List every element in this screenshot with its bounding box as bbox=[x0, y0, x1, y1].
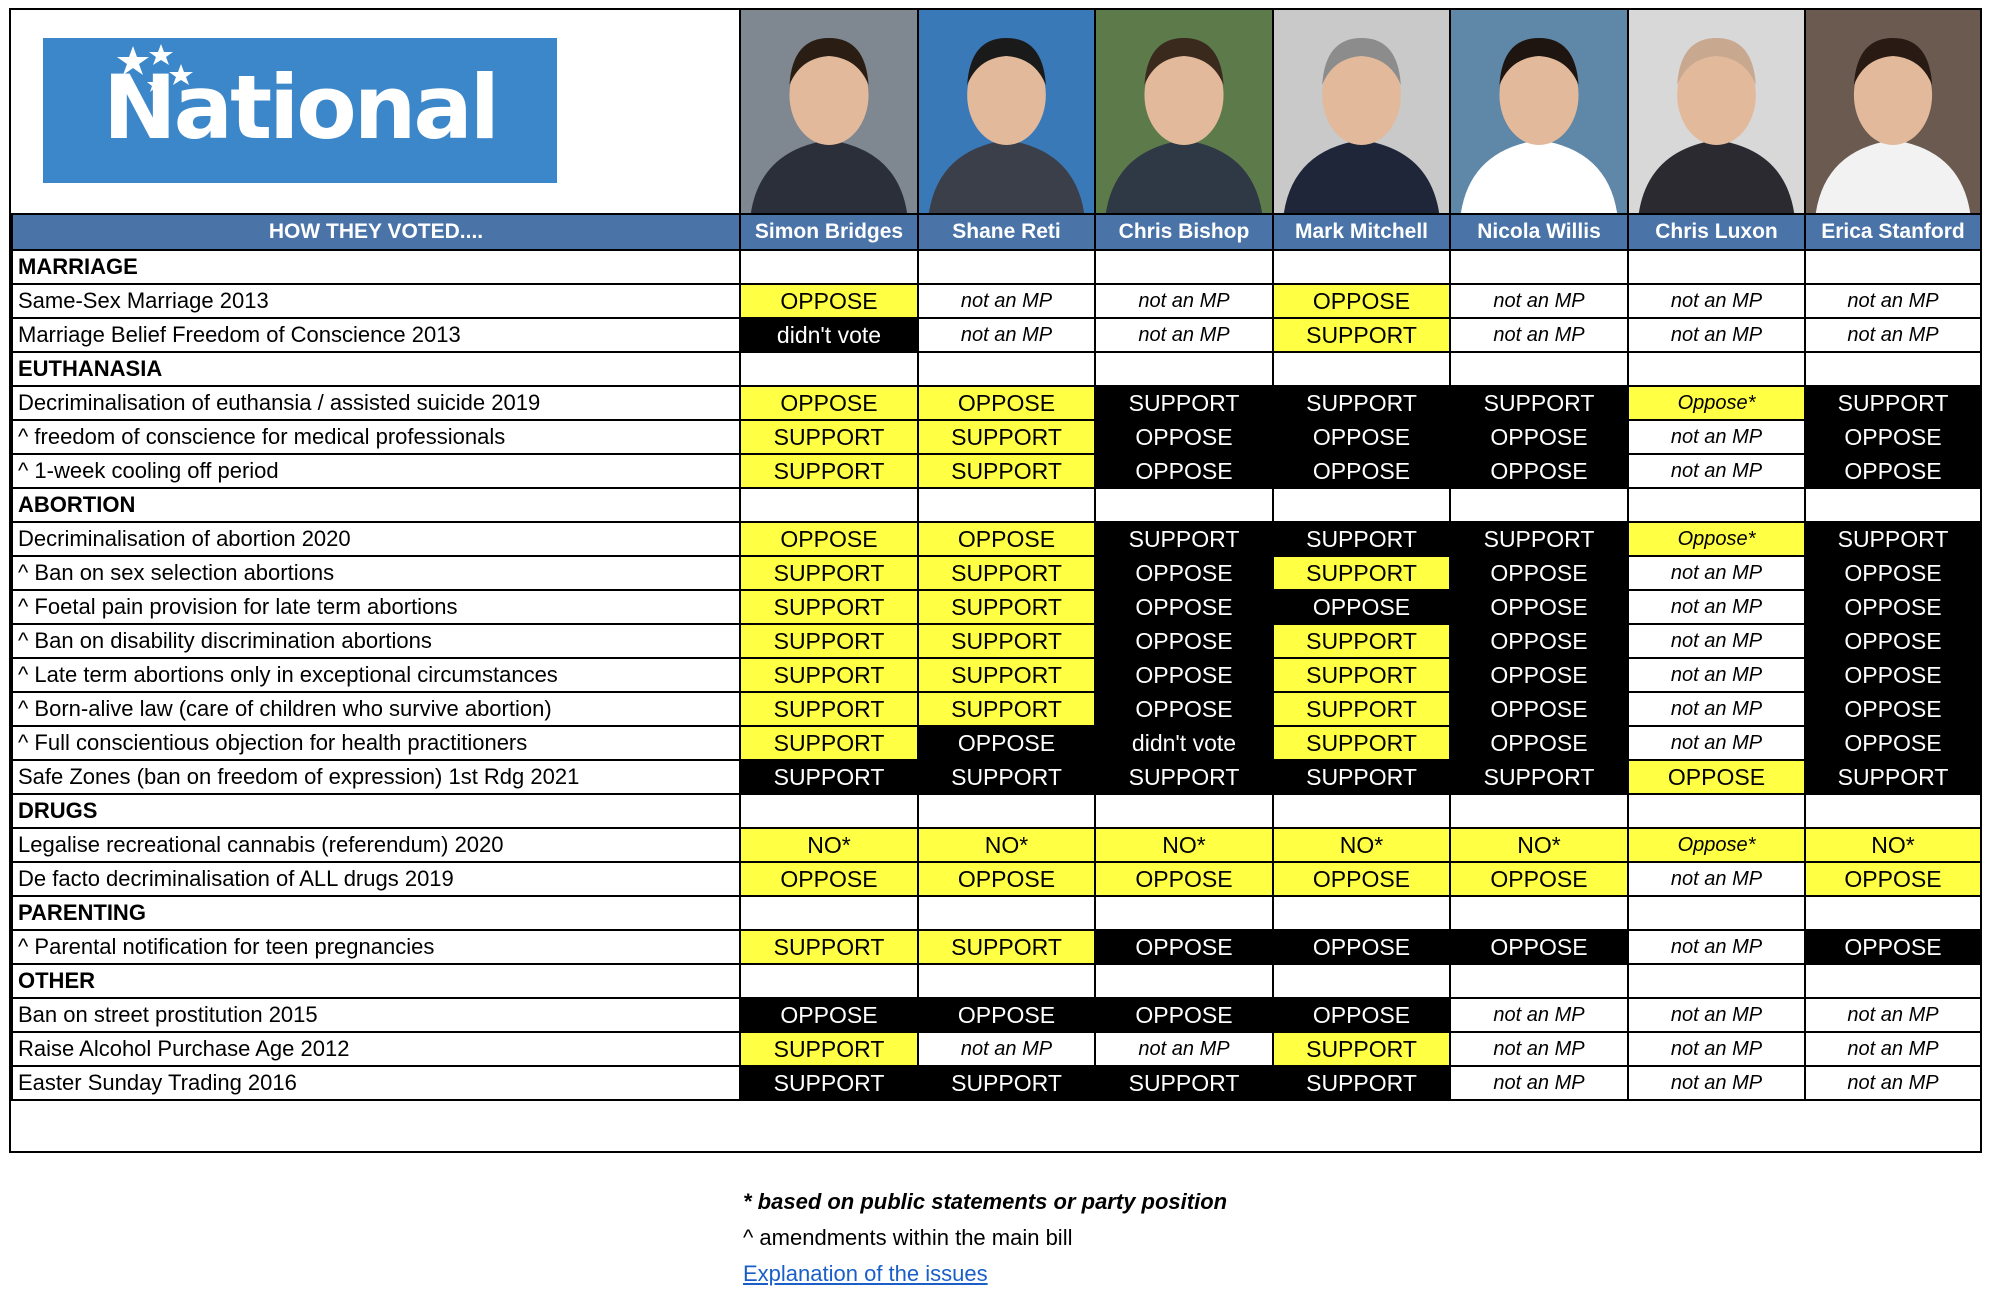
vote-cell: not an MP bbox=[1628, 726, 1805, 760]
vote-cell: SUPPORT bbox=[740, 726, 918, 760]
issue-label: ^ Foetal pain provision for late term abortions bbox=[12, 590, 740, 624]
vote-cell: didn't vote bbox=[740, 318, 918, 352]
empty-cell bbox=[740, 488, 918, 522]
table-row bbox=[12, 1066, 1981, 1100]
vote-cell: OPPOSE bbox=[1273, 420, 1450, 454]
vote-cell: OPPOSE bbox=[1095, 930, 1273, 964]
vote-cell: not an MP bbox=[1628, 556, 1805, 590]
vote-cell: SUPPORT bbox=[740, 624, 918, 658]
vote-cell: not an MP bbox=[1628, 420, 1805, 454]
vote-cell: not an MP bbox=[1628, 692, 1805, 726]
vote-cell: OPPOSE bbox=[1273, 862, 1450, 896]
candidate-photo-3 bbox=[1272, 10, 1449, 213]
candidate-photo-5 bbox=[1627, 10, 1804, 213]
footer-notes bbox=[743, 1184, 1227, 1292]
vote-cell: OPPOSE bbox=[918, 998, 1095, 1032]
empty-cell bbox=[1805, 964, 1981, 998]
vote-cell: SUPPORT bbox=[740, 658, 918, 692]
vote-cell: SUPPORT bbox=[1273, 522, 1450, 556]
section-heading: EUTHANASIA bbox=[12, 352, 740, 386]
empty-cell bbox=[1450, 794, 1628, 828]
empty-cell bbox=[1805, 488, 1981, 522]
issue-label: Ban on street prostitution 2015 bbox=[12, 998, 740, 1032]
table-row bbox=[12, 420, 1981, 454]
empty-cell bbox=[1095, 794, 1273, 828]
candidate-name-5: Chris Luxon bbox=[1628, 214, 1805, 250]
empty-cell bbox=[918, 794, 1095, 828]
vote-cell: OPPOSE bbox=[1095, 420, 1273, 454]
vote-cell: OPPOSE bbox=[1450, 692, 1628, 726]
vote-cell: OPPOSE bbox=[918, 522, 1095, 556]
vote-cell: not an MP bbox=[1805, 1032, 1981, 1066]
table-row bbox=[12, 284, 1981, 318]
vote-cell: Oppose* bbox=[1628, 522, 1805, 556]
vote-cell: not an MP bbox=[918, 1032, 1095, 1066]
vote-cell: SUPPORT bbox=[1805, 386, 1981, 420]
vote-cell: OPPOSE bbox=[1450, 454, 1628, 488]
section-row bbox=[12, 488, 1981, 522]
vote-cell: OPPOSE bbox=[1805, 726, 1981, 760]
vote-cell: SUPPORT bbox=[1095, 386, 1273, 420]
empty-cell bbox=[1273, 488, 1450, 522]
vote-cell: SUPPORT bbox=[918, 658, 1095, 692]
vote-cell: OPPOSE bbox=[1450, 590, 1628, 624]
candidate-name-3: Mark Mitchell bbox=[1273, 214, 1450, 250]
issue-label: Safe Zones (ban on freedom of expression) 1st Rdg 2021 bbox=[12, 760, 740, 794]
vote-cell: SUPPORT bbox=[740, 590, 918, 624]
vote-cell: SUPPORT bbox=[1273, 624, 1450, 658]
table-row bbox=[12, 726, 1981, 760]
vote-cell: Oppose* bbox=[1628, 386, 1805, 420]
vote-cell: SUPPORT bbox=[740, 556, 918, 590]
vote-cell: NO* bbox=[1805, 828, 1981, 862]
section-row bbox=[12, 352, 1981, 386]
empty-cell bbox=[740, 964, 918, 998]
vote-cell: OPPOSE bbox=[1273, 284, 1450, 318]
empty-cell bbox=[1628, 964, 1805, 998]
table-row bbox=[12, 386, 1981, 420]
vote-cell: SUPPORT bbox=[1273, 760, 1450, 794]
vote-cell: OPPOSE bbox=[1273, 590, 1450, 624]
issue-label: Decriminalisation of euthansia / assisted suicide 2019 bbox=[12, 386, 740, 420]
vote-cell: NO* bbox=[1095, 828, 1273, 862]
issue-label: Marriage Belief Freedom of Conscience 2013 bbox=[12, 318, 740, 352]
vote-cell: SUPPORT bbox=[740, 454, 918, 488]
vote-cell: OPPOSE bbox=[1095, 862, 1273, 896]
vote-cell: OPPOSE bbox=[740, 522, 918, 556]
vote-cell: NO* bbox=[1273, 828, 1450, 862]
vote-cell: not an MP bbox=[1628, 1032, 1805, 1066]
table-row bbox=[12, 998, 1981, 1032]
vote-cell: SUPPORT bbox=[918, 930, 1095, 964]
vote-cell: OPPOSE bbox=[1805, 420, 1981, 454]
vote-cell: SUPPORT bbox=[1095, 522, 1273, 556]
header-label: HOW THEY VOTED.... bbox=[12, 214, 740, 250]
candidate-name-2: Chris Bishop bbox=[1095, 214, 1273, 250]
vote-cell: SUPPORT bbox=[1095, 1066, 1273, 1100]
empty-cell bbox=[1628, 896, 1805, 930]
section-row bbox=[12, 896, 1981, 930]
vote-cell: SUPPORT bbox=[740, 1032, 918, 1066]
vote-cell: SUPPORT bbox=[918, 624, 1095, 658]
vote-cell: not an MP bbox=[1450, 1032, 1628, 1066]
empty-cell bbox=[1628, 488, 1805, 522]
vote-cell: not an MP bbox=[1450, 1066, 1628, 1100]
empty-cell bbox=[1095, 964, 1273, 998]
vote-cell: OPPOSE bbox=[1095, 998, 1273, 1032]
section-row bbox=[12, 250, 1981, 284]
empty-cell bbox=[1273, 896, 1450, 930]
table-row bbox=[12, 692, 1981, 726]
vote-cell: not an MP bbox=[1095, 1032, 1273, 1066]
section-row bbox=[12, 794, 1981, 828]
vote-cell: not an MP bbox=[1805, 284, 1981, 318]
vote-cell: not an MP bbox=[1628, 930, 1805, 964]
vote-cell: not an MP bbox=[1450, 284, 1628, 318]
empty-cell bbox=[1450, 964, 1628, 998]
vote-cell: OPPOSE bbox=[1095, 454, 1273, 488]
table-row bbox=[12, 658, 1981, 692]
empty-cell bbox=[1095, 896, 1273, 930]
issue-label: ^ Parental notification for teen pregnancies bbox=[12, 930, 740, 964]
vote-cell: not an MP bbox=[1095, 318, 1273, 352]
explanation-link[interactable]: Explanation of the issues bbox=[743, 1261, 988, 1286]
vote-cell: not an MP bbox=[1628, 590, 1805, 624]
empty-cell bbox=[1628, 352, 1805, 386]
vote-cell: OPPOSE bbox=[1273, 930, 1450, 964]
vote-cell: OPPOSE bbox=[1805, 692, 1981, 726]
empty-cell bbox=[1095, 250, 1273, 284]
footnote-caret: ^ amendments within the main bill bbox=[743, 1225, 1073, 1250]
candidate-photo-4 bbox=[1449, 10, 1627, 213]
issue-label: ^ 1-week cooling off period bbox=[12, 454, 740, 488]
vote-cell: OPPOSE bbox=[740, 284, 918, 318]
vote-cell: SUPPORT bbox=[918, 692, 1095, 726]
vote-cell: SUPPORT bbox=[740, 1066, 918, 1100]
vote-cell: SUPPORT bbox=[1273, 386, 1450, 420]
empty-cell bbox=[1095, 488, 1273, 522]
vote-cell: not an MP bbox=[1628, 998, 1805, 1032]
vote-cell: not an MP bbox=[1628, 1066, 1805, 1100]
candidate-name-1: Shane Reti bbox=[918, 214, 1095, 250]
vote-cell: SUPPORT bbox=[1273, 726, 1450, 760]
empty-cell bbox=[1450, 488, 1628, 522]
header-row bbox=[12, 214, 1981, 250]
vote-cell: not an MP bbox=[918, 318, 1095, 352]
issue-label: ^ Ban on disability discrimination abortions bbox=[12, 624, 740, 658]
vote-cell: OPPOSE bbox=[1450, 556, 1628, 590]
section-heading: DRUGS bbox=[12, 794, 740, 828]
empty-cell bbox=[740, 896, 918, 930]
vote-cell: NO* bbox=[918, 828, 1095, 862]
empty-cell bbox=[918, 896, 1095, 930]
vote-cell: OPPOSE bbox=[1450, 862, 1628, 896]
table-row bbox=[12, 522, 1981, 556]
candidate-photo-2 bbox=[1094, 10, 1272, 213]
party-logo bbox=[43, 38, 557, 183]
vote-cell: Oppose* bbox=[1628, 828, 1805, 862]
candidate-photo-1 bbox=[917, 10, 1094, 213]
candidate-name-4: Nicola Willis bbox=[1450, 214, 1628, 250]
table-row bbox=[12, 760, 1981, 794]
table-row bbox=[12, 828, 1981, 862]
vote-cell: OPPOSE bbox=[1450, 930, 1628, 964]
vote-cell: OPPOSE bbox=[740, 386, 918, 420]
vote-cell: SUPPORT bbox=[1095, 760, 1273, 794]
issue-label: De facto decriminalisation of ALL drugs 2019 bbox=[12, 862, 740, 896]
issue-label: ^ freedom of conscience for medical professionals bbox=[12, 420, 740, 454]
issue-label: Legalise recreational cannabis (referendum) 2020 bbox=[12, 828, 740, 862]
vote-cell: SUPPORT bbox=[740, 420, 918, 454]
issue-label: ^ Late term abortions only in exceptional circumstances bbox=[12, 658, 740, 692]
vote-cell: OPPOSE bbox=[1095, 624, 1273, 658]
candidate-photos bbox=[739, 10, 1982, 213]
empty-cell bbox=[1628, 794, 1805, 828]
issue-label: Same-Sex Marriage 2013 bbox=[12, 284, 740, 318]
section-heading: PARENTING bbox=[12, 896, 740, 930]
empty-cell bbox=[1450, 352, 1628, 386]
vote-cell: NO* bbox=[740, 828, 918, 862]
vote-cell: OPPOSE bbox=[1628, 760, 1805, 794]
vote-cell: OPPOSE bbox=[918, 862, 1095, 896]
section-heading: MARRIAGE bbox=[12, 250, 740, 284]
section-heading: ABORTION bbox=[12, 488, 740, 522]
vote-cell: OPPOSE bbox=[1095, 658, 1273, 692]
vote-cell: SUPPORT bbox=[918, 454, 1095, 488]
section-heading: OTHER bbox=[12, 964, 740, 998]
candidate-name-0: Simon Bridges bbox=[740, 214, 918, 250]
table-row bbox=[12, 1032, 1981, 1066]
vote-cell: OPPOSE bbox=[1273, 454, 1450, 488]
vote-cell: OPPOSE bbox=[918, 386, 1095, 420]
vote-cell: OPPOSE bbox=[1095, 590, 1273, 624]
empty-cell bbox=[1628, 250, 1805, 284]
empty-cell bbox=[918, 250, 1095, 284]
issue-label: Raise Alcohol Purchase Age 2012 bbox=[12, 1032, 740, 1066]
vote-cell: not an MP bbox=[1450, 318, 1628, 352]
vote-cell: didn't vote bbox=[1095, 726, 1273, 760]
issue-label: Decriminalisation of abortion 2020 bbox=[12, 522, 740, 556]
empty-cell bbox=[740, 794, 918, 828]
vote-cell: not an MP bbox=[1628, 862, 1805, 896]
vote-cell: OPPOSE bbox=[1450, 658, 1628, 692]
vote-cell: SUPPORT bbox=[1273, 318, 1450, 352]
vote-cell: SUPPORT bbox=[918, 760, 1095, 794]
empty-cell bbox=[1805, 250, 1981, 284]
vote-cell: SUPPORT bbox=[918, 1066, 1095, 1100]
vote-cell: OPPOSE bbox=[918, 726, 1095, 760]
vote-cell: not an MP bbox=[1805, 318, 1981, 352]
vote-cell: SUPPORT bbox=[1805, 760, 1981, 794]
empty-cell bbox=[1273, 794, 1450, 828]
vote-cell: not an MP bbox=[1805, 1066, 1981, 1100]
empty-cell bbox=[1450, 250, 1628, 284]
vote-cell: OPPOSE bbox=[740, 862, 918, 896]
empty-cell bbox=[1805, 896, 1981, 930]
vote-cell: not an MP bbox=[1628, 454, 1805, 488]
issue-label: ^ Full conscientious objection for health practitioners bbox=[12, 726, 740, 760]
vote-cell: not an MP bbox=[1628, 624, 1805, 658]
empty-cell bbox=[1273, 964, 1450, 998]
candidate-photo-0 bbox=[739, 10, 917, 213]
empty-cell bbox=[1805, 794, 1981, 828]
vote-cell: SUPPORT bbox=[740, 930, 918, 964]
vote-cell: OPPOSE bbox=[1805, 658, 1981, 692]
vote-cell: NO* bbox=[1450, 828, 1628, 862]
table-row bbox=[12, 862, 1981, 896]
vote-cell: SUPPORT bbox=[1273, 1066, 1450, 1100]
vote-cell: not an MP bbox=[1095, 284, 1273, 318]
vote-cell: OPPOSE bbox=[1450, 420, 1628, 454]
logo-wordmark: National bbox=[103, 56, 497, 159]
candidate-photo-6 bbox=[1804, 10, 1980, 213]
vote-cell: OPPOSE bbox=[1273, 998, 1450, 1032]
empty-cell bbox=[1095, 352, 1273, 386]
empty-cell bbox=[918, 488, 1095, 522]
vote-cell: SUPPORT bbox=[1450, 760, 1628, 794]
voting-record-sheet bbox=[9, 8, 1982, 1153]
empty-cell bbox=[1805, 352, 1981, 386]
vote-cell: SUPPORT bbox=[918, 420, 1095, 454]
footnote-star: * based on public statements or party position bbox=[743, 1189, 1228, 1214]
issue-label: Easter Sunday Trading 2016 bbox=[12, 1066, 740, 1100]
vote-cell: not an MP bbox=[1450, 998, 1628, 1032]
empty-cell bbox=[1273, 250, 1450, 284]
vote-cell: not an MP bbox=[1628, 658, 1805, 692]
vote-cell: OPPOSE bbox=[1450, 726, 1628, 760]
vote-cell: OPPOSE bbox=[1095, 556, 1273, 590]
empty-cell bbox=[918, 352, 1095, 386]
empty-cell bbox=[918, 964, 1095, 998]
vote-cell: SUPPORT bbox=[918, 556, 1095, 590]
vote-cell: SUPPORT bbox=[1805, 522, 1981, 556]
table-row bbox=[12, 590, 1981, 624]
vote-cell: SUPPORT bbox=[1450, 522, 1628, 556]
vote-cell: SUPPORT bbox=[740, 692, 918, 726]
vote-cell: OPPOSE bbox=[1095, 692, 1273, 726]
vote-cell: OPPOSE bbox=[1450, 624, 1628, 658]
issue-label: ^ Ban on sex selection abortions bbox=[12, 556, 740, 590]
issue-label: ^ Born-alive law (care of children who survive abortion) bbox=[12, 692, 740, 726]
vote-cell: OPPOSE bbox=[1805, 556, 1981, 590]
candidate-name-6: Erica Stanford bbox=[1805, 214, 1981, 250]
vote-cell: not an MP bbox=[918, 284, 1095, 318]
empty-cell bbox=[1273, 352, 1450, 386]
vote-cell: SUPPORT bbox=[1273, 556, 1450, 590]
vote-cell: SUPPORT bbox=[918, 590, 1095, 624]
vote-cell: SUPPORT bbox=[1450, 386, 1628, 420]
vote-cell: OPPOSE bbox=[1805, 624, 1981, 658]
empty-cell bbox=[740, 250, 918, 284]
vote-cell: not an MP bbox=[1628, 284, 1805, 318]
vote-cell: SUPPORT bbox=[1273, 692, 1450, 726]
vote-cell: not an MP bbox=[1628, 318, 1805, 352]
vote-cell: SUPPORT bbox=[740, 760, 918, 794]
vote-cell: OPPOSE bbox=[740, 998, 918, 1032]
empty-cell bbox=[740, 352, 918, 386]
table-row bbox=[12, 624, 1981, 658]
table-row bbox=[12, 454, 1981, 488]
table-row bbox=[12, 318, 1981, 352]
vote-cell: OPPOSE bbox=[1805, 862, 1981, 896]
vote-cell: SUPPORT bbox=[1273, 658, 1450, 692]
table-row bbox=[12, 556, 1981, 590]
empty-cell bbox=[1450, 896, 1628, 930]
section-row bbox=[12, 964, 1981, 998]
vote-table bbox=[11, 213, 1982, 1101]
table-row bbox=[12, 930, 1981, 964]
vote-cell: OPPOSE bbox=[1805, 590, 1981, 624]
vote-cell: not an MP bbox=[1805, 998, 1981, 1032]
vote-cell: SUPPORT bbox=[1273, 1032, 1450, 1066]
vote-cell: OPPOSE bbox=[1805, 454, 1981, 488]
vote-cell: OPPOSE bbox=[1805, 930, 1981, 964]
